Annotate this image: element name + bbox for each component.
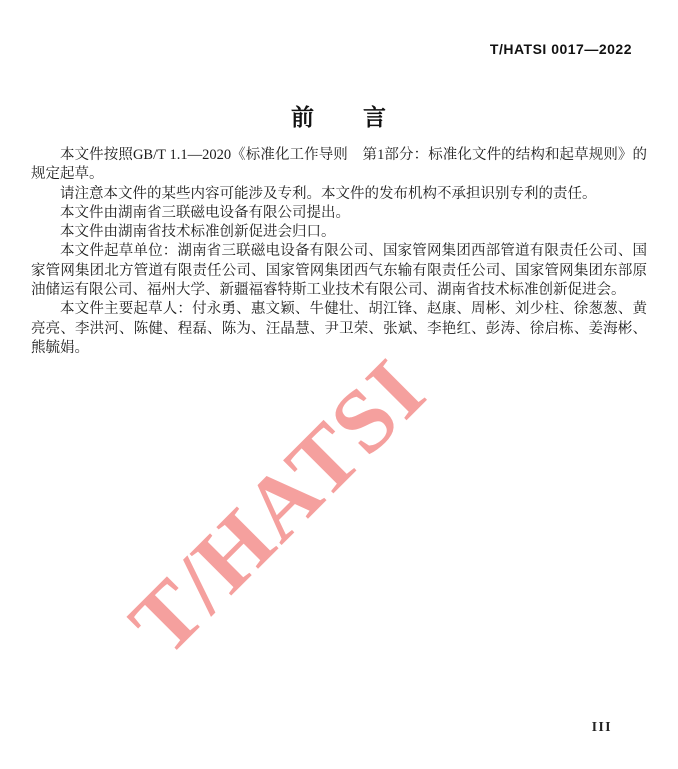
foreword-title: 前 言: [291, 104, 387, 130]
paragraph-drafting-organizations: 本文件起草单位：湖南省三联磁电设备有限公司、国家管网集团西部管道有限责任公司、国家管网集团北方管道有限责任公司、国家管网集团西气东输有限责任公司、国家管网集团东部原油储运有限公司、福州大学、新疆福睿特斯工业技术有限公司、湖南省技术标准创新促进会。: [31, 243, 647, 299]
paragraph-main-drafters: 本文件主要起草人：付永勇、惠文颖、牛健壮、胡江锋、赵康、周彬、刘少柱、徐葱葱、黄亮亮、李洪河、陈健、程磊、陈为、汪晶慧、尹卫荣、张斌、李艳红、彭涛、徐启栋、姜海彬、熊毓娟。: [31, 301, 647, 356]
page-number: III: [591, 719, 612, 734]
paragraph-patent-notice: 请注意本文件的某些内容可能涉及专利。本文件的发布机构不承担识别专利的责任。: [60, 185, 597, 202]
foreword-body: [31, 146, 647, 358]
paragraph-centralized-by: 本文件由湖南省技术标准创新促进会归口。: [60, 224, 336, 241]
paragraph-proposed-by: 本文件由湖南省三联磁电设备有限公司提出。: [60, 204, 350, 221]
diagonal-watermark: T/HATSI: [111, 340, 445, 674]
paragraph-drafting-rules: 本文件按照GB/T 1.1—2020《标准化工作导则 第1部分：标准化文件的结构和起草规则》的规定起草。: [31, 147, 647, 183]
standard-number-header: T/HATSI 0017—2022: [489, 41, 632, 57]
